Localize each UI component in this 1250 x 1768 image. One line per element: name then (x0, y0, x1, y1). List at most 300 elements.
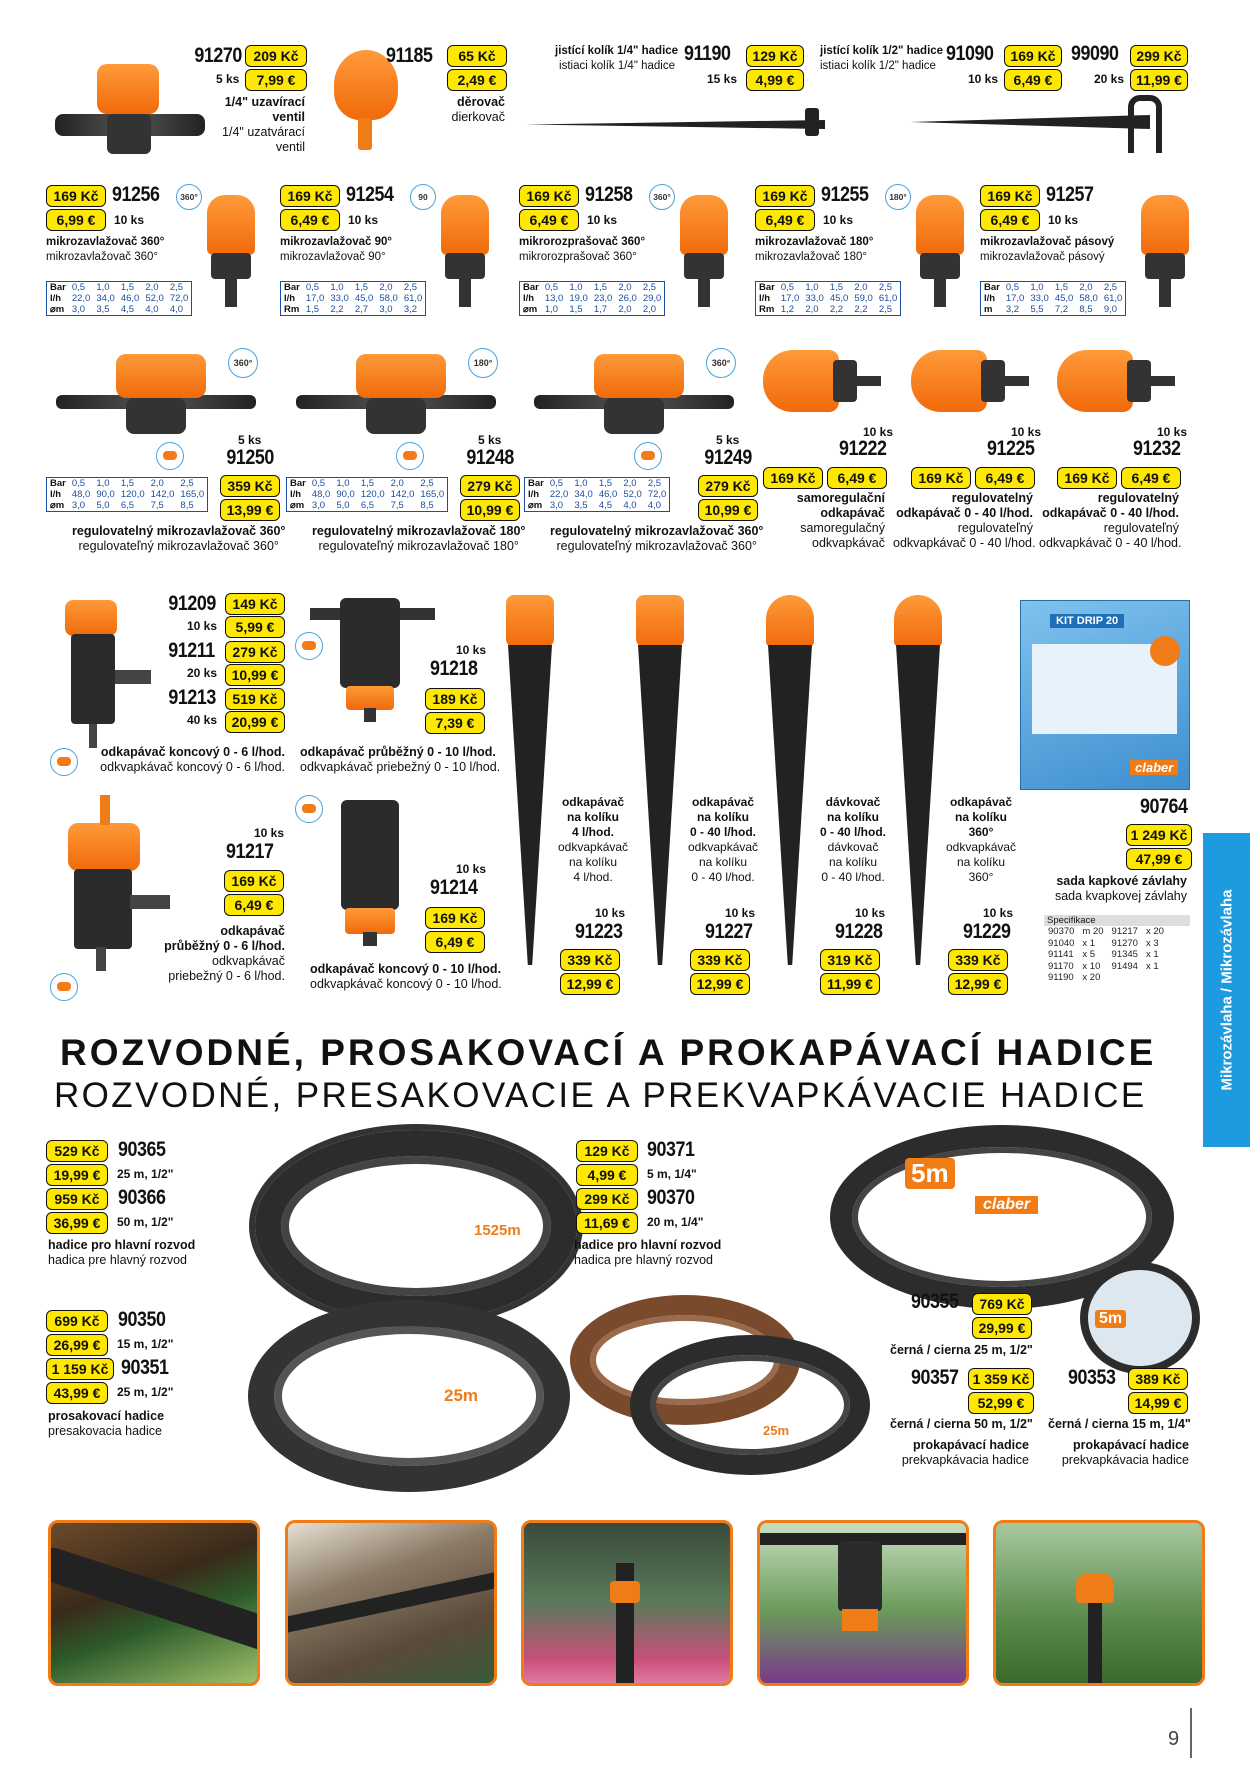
spec-cell: 7,2 (1054, 304, 1069, 315)
spec-cell: 8,5 (1079, 304, 1093, 315)
spec-cell: 0,5 (544, 282, 559, 293)
product-description: odkapávač průběžný 0 - 10 l/hod. odkvapkávač priebežný 0 - 10 l/hod. (300, 745, 501, 774)
color-size: černá / cierna 25 m, 1/2" (890, 1343, 1033, 1357)
spec-cell: 1,0 (574, 478, 588, 489)
section-heading-sk: ROZVODNÉ, PRESAKOVACIE A PREKVAPKÁVACIE HADICE (54, 1076, 1147, 1115)
size: 5 m, 1/4" (647, 1167, 697, 1181)
flow-spec-table (46, 477, 208, 512)
eco-badge-icon (156, 442, 184, 470)
hose-stake-quarter-image (525, 108, 830, 142)
spec-cell: 1,5 (120, 282, 135, 293)
spray-angle-badge: 360° (176, 184, 202, 210)
end-dripper-image (55, 600, 155, 750)
spec-cell: 1,5 (598, 478, 613, 489)
spec-cell: 2,0 (379, 282, 393, 293)
photo-micro-sprinkler (993, 1520, 1205, 1686)
price-czk: 169 Kč (1057, 467, 1117, 489)
spec-cell: 1,0 (1030, 282, 1044, 293)
spec-cell: 33,0 (1030, 293, 1049, 304)
spec-cell: l/h (984, 293, 996, 304)
kit-spec-cell: x 20 (1145, 926, 1164, 937)
spec-cell: 3,0 (71, 500, 86, 511)
quantity: 15 ks (707, 72, 738, 86)
product-description: děrovač dierkovač (451, 95, 505, 124)
quantity: 10 ks (863, 425, 894, 439)
quantity: 5 ks (238, 433, 262, 447)
spec-cell: 22,0 (71, 293, 91, 304)
spec-cell: 1,5 (354, 282, 369, 293)
spec-cell: Bar (290, 478, 306, 489)
adjustable-sprinkler-image (296, 350, 496, 440)
hose-label: 1525m (470, 1222, 525, 1239)
spec-cell: 2,5 (1103, 282, 1118, 293)
product-code: 90371 (647, 1138, 695, 1161)
price-czk: 389 Kč (1128, 1368, 1188, 1390)
product-code: 90357 (911, 1366, 959, 1389)
quantity: 40 ks (187, 713, 218, 727)
product-code: 90366 (118, 1186, 166, 1209)
product-code: 91258 (585, 183, 633, 206)
product-description: regulovatelný odkapávač 0 - 40 l/hod. regulovateľný odkvapkávač 0 - 40 l/hod. (1039, 491, 1182, 550)
quantity: 10 ks (968, 72, 999, 86)
spec-cell: Bar (984, 282, 1000, 293)
spec-cell: 1,5 (593, 282, 608, 293)
main-hose-coil-image (255, 1130, 577, 1322)
micro-sprinkler-image (435, 195, 495, 310)
price-czk: 189 Kč (425, 688, 485, 710)
spec-cell: 46,0 (120, 293, 140, 304)
spray-angle-badge: 90 (410, 184, 436, 210)
product-code: 91229 (963, 920, 1011, 943)
price-czk: 339 Kč (560, 949, 620, 971)
price-czk: 65 Kč (447, 45, 507, 67)
micro-sprinkler-image (1135, 195, 1195, 310)
kit-spec-cell: m 20 (1082, 926, 1104, 937)
spec-cell: 61,0 (403, 293, 423, 304)
price-czk: 1 359 Kč (968, 1368, 1034, 1390)
product-description: odkapávač na kolíku 0 - 40 l/hod. odkvapkávač na kolíku 0 - 40 l/hod. (688, 795, 759, 884)
product-code: 91232 (1133, 437, 1181, 460)
spec-cell: 52,0 (623, 489, 642, 500)
spec-cell: 58,0 (1079, 293, 1098, 304)
price-czk: 519 Kč (225, 688, 285, 710)
price-eur: 2,49 € (447, 69, 507, 91)
product-description: 1/4" uzavírací ventil 1/4" uzatvárací ventil (222, 95, 305, 154)
end-dripper-10-image (335, 800, 405, 950)
spec-cell: 61,0 (878, 293, 898, 304)
spec-cell: 45,0 (829, 293, 849, 304)
spec-cell: 19,0 (569, 293, 588, 304)
product-description: mikrozavlažovač 180° mikrozavlažovač 180° (755, 236, 874, 263)
photo-hose-in-garden (48, 1520, 260, 1686)
price-czk: 169 Kč (519, 185, 579, 207)
spec-cell: l/h (759, 293, 771, 304)
product-code: 91270 (194, 44, 242, 67)
product-code: 90764 (1140, 795, 1188, 818)
spec-cell: 3,0 (379, 304, 393, 315)
spec-cell: 1,5 (305, 304, 320, 315)
product-code: 90370 (647, 1186, 695, 1209)
hose-label: 5m (1095, 1310, 1126, 1328)
drip-kit-box-image (1020, 600, 1190, 790)
price-eur: 52,99 € (968, 1392, 1034, 1414)
spec-cell: 2,0 (854, 282, 868, 293)
price-czk: 169 Kč (224, 870, 284, 892)
size: 50 m, 1/2" (117, 1215, 174, 1229)
spec-cell: Bar (528, 478, 544, 489)
product-description: jistící kolík 1/2" hadice istiaci kolík 1/2" hadice (820, 45, 944, 72)
kit-spec-cell: x 5 (1082, 949, 1096, 960)
kit-spec-cell: 91270 (1111, 937, 1138, 949)
product-description: mikrozavlažovač pásový mikrozavlažovač pásový (980, 236, 1115, 263)
soaker-hose-coil-image (248, 1300, 570, 1492)
spec-cell: l/h (50, 293, 62, 304)
quantity: 20 ks (187, 666, 218, 680)
spec-cell: 33,0 (805, 293, 824, 304)
price-eur: 6,49 € (827, 467, 887, 489)
spec-cell: l/h (528, 489, 540, 500)
product-description: odkapávač na kolíku 4 l/hod. odkvapkávač na kolíku 4 l/hod. (558, 795, 629, 884)
spec-cell: 22,0 (549, 489, 569, 500)
eco-badge-icon (50, 973, 78, 1001)
product-description: sada kapkové závlahy sada kvapkovej závlahy (1054, 874, 1187, 903)
spec-cell: 45,0 (354, 293, 374, 304)
inline-dripper-10-image (310, 598, 435, 728)
spec-cell: 3,2 (403, 304, 418, 315)
product-code: 90355 (911, 1290, 959, 1313)
price-czk: 169 Kč (755, 185, 815, 207)
spec-cell: 2,0 (618, 304, 632, 315)
spec-cell: ⌀m (528, 500, 543, 511)
price-czk: 359 Kč (220, 475, 280, 497)
spec-cell: 2,0 (805, 304, 819, 315)
price-eur: 6,49 € (280, 209, 340, 231)
spec-cell: 29,0 (642, 293, 662, 304)
quantity: 10 ks (855, 906, 886, 920)
spec-cell: 45,0 (1054, 293, 1074, 304)
product-description: regulovatelný mikrozavlažovač 360° regulovateľný mikrozavlažovač 360° (72, 524, 286, 553)
product-code: 91217 (226, 840, 274, 863)
spec-cell: 59,0 (854, 293, 873, 304)
spec-cell: 1,0 (96, 282, 110, 293)
spec-cell: 2,5 (180, 478, 194, 489)
quantity: 10 ks (456, 643, 487, 657)
spec-cell: 1,5 (360, 478, 375, 489)
price-czk: 699 Kč (46, 1310, 108, 1332)
spec-cell: 48,0 (71, 489, 91, 500)
product-code: 91257 (1046, 183, 1094, 206)
product-code: 91248 (466, 446, 514, 469)
price-czk: 1 249 Kč (1126, 824, 1192, 846)
quantity: 10 ks (587, 213, 618, 227)
quantity: 10 ks (254, 826, 285, 840)
spec-cell: 3,0 (549, 500, 564, 511)
kit-spec-cell: x 1 (1145, 949, 1159, 960)
spec-cell: 7,5 (150, 500, 164, 511)
product-description: mikrozavlažovač 360° mikrozavlažovač 360° (46, 236, 165, 263)
spray-angle-badge: 180° (885, 184, 911, 210)
spec-cell: 17,0 (305, 293, 325, 304)
product-description: prosakovací hadice presakovacia hadice (48, 1409, 165, 1438)
flow-spec-table (519, 281, 665, 316)
product-code: 91225 (987, 437, 1035, 460)
price-eur: 26,99 € (46, 1334, 108, 1356)
kit-spec-cell: 91345 (1111, 949, 1138, 960)
dripper-stake-image (630, 595, 690, 970)
product-description: mikrorozprašovač 360° mikrorozprašovač 360° (519, 236, 646, 263)
spec-cell: 2,5 (403, 282, 418, 293)
price-eur: 19,99 € (46, 1164, 108, 1186)
price-eur: 36,99 € (46, 1212, 108, 1234)
price-eur: 10,99 € (225, 664, 285, 686)
spec-cell: 17,0 (780, 293, 800, 304)
spec-cell: 5,5 (1030, 304, 1044, 315)
price-czk: 169 Kč (980, 185, 1040, 207)
price-czk: 129 Kč (576, 1140, 638, 1162)
spec-cell: 2,0 (618, 282, 632, 293)
price-czk: 279 Kč (225, 641, 285, 663)
spec-cell: 2,5 (878, 304, 893, 315)
hose-stake-half-image (910, 95, 1170, 150)
spec-cell: ⌀m (50, 304, 65, 315)
product-description: samoregulační odkapávač samoregulačný odkvapkávač (796, 491, 885, 550)
spec-cell: Bar (284, 282, 300, 293)
product-description: odkapávač koncový 0 - 10 l/hod. odkvapkávač koncový 0 - 10 l/hod. (310, 962, 502, 991)
spec-cell: 61,0 (1103, 293, 1123, 304)
price-czk: 169 Kč (280, 185, 340, 207)
product-code: 91228 (835, 920, 883, 943)
price-czk: 299 Kč (1130, 45, 1188, 67)
price-czk: 1 159 Kč (46, 1358, 114, 1380)
price-eur: 14,99 € (1128, 1392, 1188, 1414)
quantity: 10 ks (1157, 425, 1188, 439)
price-eur: 6,49 € (755, 209, 815, 231)
spec-cell: 2,2 (330, 304, 344, 315)
product-code: 90350 (118, 1308, 166, 1331)
quantity: 20 ks (1094, 72, 1125, 86)
product-code: 91256 (112, 183, 160, 206)
price-eur: 10,99 € (698, 499, 758, 521)
product-description: jistící kolík 1/4" hadice istiaci kolík 1/4" hadice (555, 45, 679, 72)
price-eur: 10,99 € (460, 499, 520, 521)
price-czk: 129 Kč (746, 45, 804, 67)
product-code: 91190 (684, 42, 731, 65)
price-eur: 47,99 € (1126, 848, 1192, 870)
product-code: 90365 (118, 1138, 166, 1161)
price-czk: 299 Kč (576, 1188, 638, 1210)
size: 20 m, 1/4" (647, 1215, 704, 1229)
flow-spec-table (46, 281, 192, 316)
product-code: 91218 (430, 657, 478, 680)
price-eur: 29,99 € (972, 1317, 1032, 1339)
spec-cell: 34,0 (574, 489, 593, 500)
price-eur: 6,49 € (975, 467, 1035, 489)
spec-cell: 7,5 (390, 500, 404, 511)
quantity: 5 ks (478, 433, 502, 447)
product-code: 90351 (121, 1356, 169, 1379)
page-number-divider (1190, 1708, 1192, 1758)
price-czk: 169 Kč (911, 467, 971, 489)
quantity: 10 ks (595, 906, 626, 920)
side-category-tab[interactable]: Mikrozávlaha / Mikrozávlaha (1203, 833, 1250, 1147)
price-czk: 339 Kč (948, 949, 1008, 971)
price-eur: 6,49 € (1121, 467, 1181, 489)
spec-cell: 0,5 (311, 478, 326, 489)
spec-cell: l/h (284, 293, 296, 304)
price-eur: 5,99 € (225, 616, 285, 638)
price-czk: 319 Kč (820, 949, 880, 971)
product-code: 91222 (839, 437, 887, 460)
dripper-stake-image (888, 595, 948, 970)
spec-cell: ⌀m (290, 500, 305, 511)
spec-cell: 2,2 (854, 304, 868, 315)
spec-cell: 33,0 (330, 293, 349, 304)
spec-cell: 72,0 (169, 293, 189, 304)
spec-cell: 0,5 (305, 282, 320, 293)
spray-angle-badge: 360° (706, 348, 736, 378)
price-eur: 12,99 € (690, 973, 750, 995)
spec-cell: 120,0 (120, 489, 145, 500)
quantity: 10 ks (187, 619, 218, 633)
flow-spec-table (980, 281, 1126, 316)
quantity: 5 ks (216, 72, 240, 86)
price-eur: 7,39 € (425, 712, 485, 734)
dripper-stake-image (500, 595, 560, 970)
quantity: 10 ks (1048, 213, 1079, 227)
size: 15 m, 1/2" (117, 1337, 174, 1351)
product-description: hadice pro hlavní rozvod hadica pre hlavný rozvod (48, 1238, 196, 1267)
eco-badge-icon (50, 748, 78, 776)
spec-cell: l/h (50, 489, 62, 500)
color-size: černá / cierna 50 m, 1/2" (890, 1417, 1033, 1431)
price-eur: 6,49 € (425, 931, 485, 953)
product-code: 91090 (946, 42, 994, 65)
adjustable-dripper-image (911, 350, 1031, 430)
micro-sprinkler-image (674, 195, 734, 310)
spec-cell: 26,0 (618, 293, 637, 304)
price-czk: 149 Kč (225, 593, 285, 615)
product-description: odkapávač průběžný 0 - 6 l/hod. odkvapkávač priebežný 0 - 6 l/hod. (164, 924, 285, 983)
flow-spec-table (280, 281, 426, 316)
spec-cell: 1,0 (544, 304, 559, 315)
spec-cell: 5,0 (96, 500, 110, 511)
hose-label: 25m (440, 1386, 482, 1406)
price-eur: 43,99 € (46, 1382, 108, 1404)
adjustable-sprinkler-image (534, 350, 734, 440)
spec-cell: 1,2 (780, 304, 795, 315)
spec-cell: 1,5 (120, 478, 135, 489)
spec-cell: Bar (50, 282, 66, 293)
spec-cell: 3,0 (311, 500, 326, 511)
spec-cell: 1,7 (593, 304, 608, 315)
spec-title: Specifikace (1044, 915, 1190, 926)
spec-cell: 46,0 (598, 489, 618, 500)
spec-cell: 0,5 (780, 282, 795, 293)
price-czk: 169 Kč (46, 185, 106, 207)
kit-spec-cell: x 1 (1145, 960, 1159, 972)
spec-cell: 2,5 (878, 282, 893, 293)
spec-cell: 23,0 (593, 293, 613, 304)
kit-spec-cell: 90370 (1048, 926, 1075, 937)
price-czk: 279 Kč (460, 475, 520, 497)
spec-cell: 4,5 (598, 500, 613, 511)
spec-cell: 2,5 (647, 478, 662, 489)
size: 25 m, 1/2" (117, 1167, 174, 1181)
spec-cell: 4,0 (647, 500, 662, 511)
dripper-stake-image (760, 595, 820, 970)
spec-cell: 1,0 (96, 478, 110, 489)
brand-logo: claber (1130, 760, 1178, 775)
spec-cell: Rm (759, 304, 775, 315)
spec-cell: Rm (284, 304, 300, 315)
spec-cell: Bar (759, 282, 775, 293)
price-czk: 339 Kč (690, 949, 750, 971)
inline-dripper-6-image (60, 795, 170, 975)
price-czk: 279 Kč (698, 475, 758, 497)
price-czk: 959 Kč (46, 1188, 108, 1210)
quantity: 10 ks (1011, 425, 1042, 439)
spec-cell: 3,5 (574, 500, 588, 511)
product-code: 91250 (226, 446, 274, 469)
spec-cell: 48,0 (311, 489, 331, 500)
product-code: 91255 (821, 183, 869, 206)
price-eur: 12,99 € (560, 973, 620, 995)
product-code: 91185 (386, 44, 433, 67)
spray-angle-badge: 360° (228, 348, 258, 378)
spec-cell: 2,0 (1079, 282, 1093, 293)
quantity: 10 ks (114, 213, 145, 227)
spec-cell: 0,5 (71, 478, 86, 489)
spec-cell: 2,7 (354, 304, 369, 315)
spec-cell: 3,2 (1005, 304, 1020, 315)
shutoff-valve-image (55, 62, 205, 162)
kit-spec-cell: x 10 (1082, 960, 1101, 972)
spec-cell: 1,0 (569, 282, 583, 293)
spec-cell: 3,0 (71, 304, 86, 315)
micro-sprinkler-image (201, 195, 261, 310)
spec-cell: 1,0 (330, 282, 344, 293)
photo-dripper-flowers (757, 1520, 969, 1686)
spec-cell: 2,0 (145, 282, 159, 293)
photo-sprinkler-flowers (521, 1520, 733, 1686)
spec-cell: 0,5 (549, 478, 564, 489)
product-code: 91209 (168, 592, 216, 615)
section-heading-cz: ROZVODNÉ, PROSAKOVACÍ A PROKAPÁVACÍ HADICE (60, 1032, 1157, 1073)
spec-cell: 165,0 (420, 489, 445, 500)
price-czk: 769 Kč (972, 1293, 1032, 1315)
eco-badge-icon (295, 795, 323, 823)
product-code: 91213 (168, 686, 216, 709)
price-czk: 529 Kč (46, 1140, 108, 1162)
quantity: 10 ks (725, 906, 756, 920)
product-description: odkapávač na kolíku 360° odkvapkávač na kolíku 360° (946, 795, 1017, 884)
spec-cell: 2,0 (390, 478, 404, 489)
spec-cell: m (984, 304, 993, 315)
product-description: hadice pro hlavní rozvod hadica pre hlavný rozvod (574, 1238, 722, 1267)
product-code: 91211 (168, 639, 215, 662)
spec-cell: 34,0 (96, 293, 115, 304)
kit-spec-cell: x 1 (1082, 937, 1096, 949)
spec-cell: 1,0 (805, 282, 819, 293)
product-description: odkapávač koncový 0 - 6 l/hod. odkvapkávač koncový 0 - 6 l/hod. (100, 745, 285, 774)
kit-spec-cell: 91170 (1048, 960, 1074, 972)
flow-spec-table (755, 281, 901, 316)
page-number: 9 (1168, 1728, 1180, 1750)
spec-cell: 142,0 (150, 489, 175, 500)
price-eur: 6,49 € (519, 209, 579, 231)
spec-cell: 4,0 (145, 304, 159, 315)
spec-cell: 2,0 (150, 478, 164, 489)
